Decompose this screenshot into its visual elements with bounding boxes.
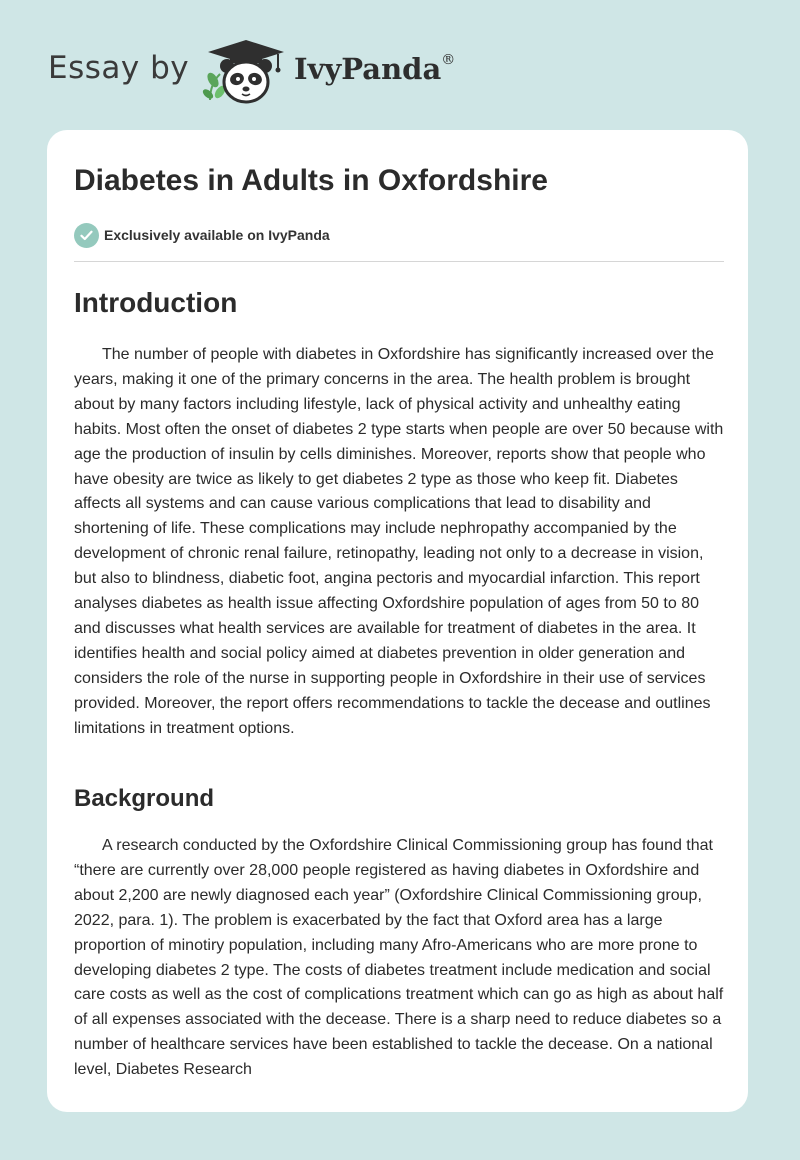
registered-mark: ®	[441, 52, 456, 69]
section-heading-introduction: Introduction	[74, 287, 238, 318]
brand-name[interactable]	[294, 52, 455, 86]
essay-card	[47, 130, 748, 1112]
panda-graduate-logo-icon[interactable]	[200, 36, 292, 108]
brand-name-text: IvyPanda	[294, 52, 442, 86]
site-header	[0, 0, 800, 130]
exclusive-label: Exclusively available on IvyPanda	[104, 227, 330, 243]
background-paragraph: A research conducted by the Oxfordshire Clinical Commissioning group has found that “there are currently over 28,000 people registered as having diabetes in Oxfordshire and about 2,200 are newly diagnosed each year” (Oxfordshire Clinical Commissioning group, 2022, para. 1). The problem is exacerbated by the fact that Oxford area has a large proportion of minotiry population, including many Afro-Americans who are more prone to developing diabetes 2 type. The costs of diabetes treatment include medication and social care costs as well as the cost of complications treatment which can go as high as about half of all expenses associated with the decease. There is a sharp need to reduce diabetes so a number of healthcare services have been established to tackle the decease. On a national level, Diabetes Research	[74, 837, 724, 1079]
check-circle-icon	[74, 223, 99, 248]
section-heading-background: Background	[74, 785, 215, 812]
exclusive-badge	[74, 222, 330, 248]
introduction-paragraph: The number of people with diabetes in Oxfordshire has significantly increased over the years, making it one of the primary concerns in the area. The health problem is brought about by many factors including lifestyle, lack of physical activity and unhealthy eating habits. Most often the onset of diabetes 2 type starts when people are over 50 because with age the production of insulin by cells diminishes. Moreover, reports show that people who have obesity are twice as likely to get diabetes 2 type as those who keep fit. Diabetes affects all systems and can cause various complications that lead to disability and shortening of life. These complications may include nephropathy accompanied by the development of chronic renal failure, retinopathy, leading not only to a decrease in vision, but also to blindness, diabetic foot, angina pectoris and myocardial infarction. This report analyses diabetes as health issue affecting Oxfordshire population of ages from 50 to 80 and discusses what health services are available for treatment of diabetes in the area. It identifies health and social policy aimed at diabetes prevention in older generation and considers the role of the nurse in supporting people in Oxfordshire in their use of services provided. Moreover, the report offers recommendations to tackle the decease and outlines limitations in treatment options.	[74, 346, 724, 737]
title-divider	[74, 261, 724, 262]
page-title: Diabetes in Adults in Oxfordshire	[74, 164, 548, 197]
brand-prefix: Essay by	[48, 50, 190, 86]
